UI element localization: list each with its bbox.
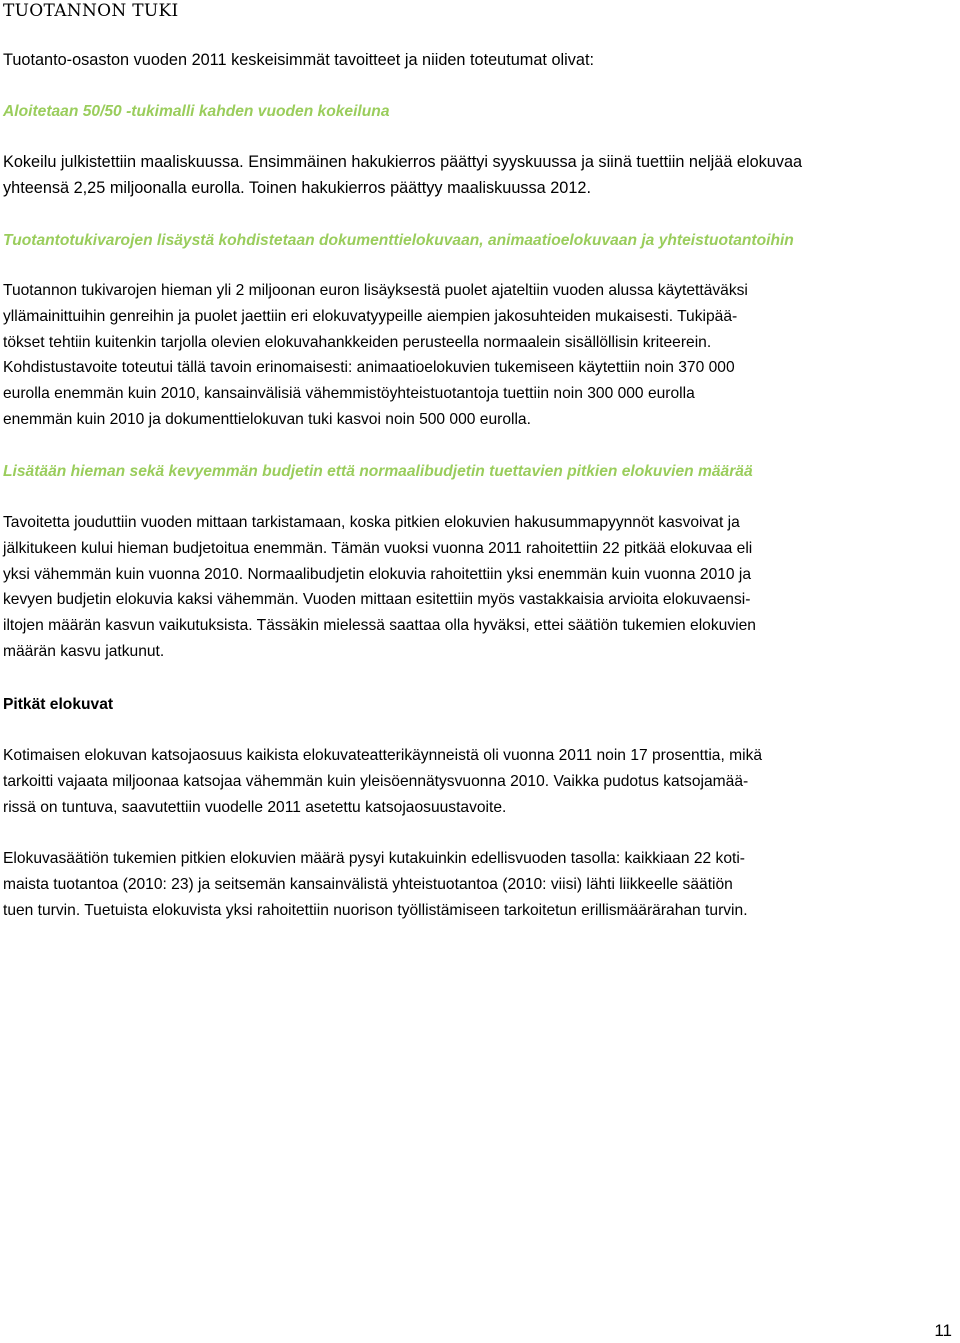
section-paragraph-5050-model bbox=[3, 149, 955, 201]
text-line: tökset tehtiin kuitenkin tarjolla olevien elokuvahankkeiden perusteella normaalein sisällöllisin kriteerein. bbox=[3, 333, 712, 351]
section-heading-feature-films-count: Lisätään hieman sekä kevyemmän budjetin että normaalibudjetin tuettavien pitkien elokuvien määrää bbox=[3, 463, 753, 480]
section-paragraph-feature-films-count bbox=[3, 510, 955, 665]
text-line: enemmän kuin 2010 ja dokumenttielokuvan tuki kasvoi noin 500 000 eurolla. bbox=[3, 410, 531, 428]
text-line: Kotimaisen elokuvan katsojaosuus kaikista elokuvateatterikäynneistä oli vuonna 2011 noin 17 prosenttia, mikä bbox=[3, 747, 763, 764]
section-heading-feature-films: Pitkät elokuvat bbox=[3, 696, 114, 713]
text-line: eurolla enemmän kuin 2010, kansainvälisiä vähemmistöyhteistuotantoja tuettiin noin 300 000 eurolla bbox=[3, 385, 695, 403]
section-paragraph-supported-films bbox=[3, 846, 955, 923]
text-line: Tuotannon tukivarojen hieman yli 2 miljoonan euron lisäyksestä puolet ajateltiin vuoden alussa käytettäväksi bbox=[3, 282, 748, 299]
text-line: rissä on tuntuva, saavutettiin vuodelle 2011 asetettu katsojaosuustavoite. bbox=[3, 798, 507, 816]
page-number: 11 bbox=[934, 1321, 952, 1340]
text-line: Kokeilu julkistettiin maaliskuussa. Ensimmäinen hakukierros päättyi syyskuussa ja siinä tuettiin neljää elokuvaa bbox=[3, 153, 803, 171]
text-line: määrän kasvu jatkunut. bbox=[3, 642, 165, 660]
text-line: jälkitukeen kului hieman budjetoitua enemmän. Tämän vuoksi vuonna 2011 rahoitettiin 22 pitkää elokuvaa eli bbox=[3, 539, 753, 557]
text-line: Tavoitetta jouduttiin vuoden mittaan tarkistamaan, koska pitkien elokuvien hakusummapyynnöt kasvoivat ja bbox=[3, 514, 740, 531]
section-paragraph-audience-share bbox=[3, 743, 955, 820]
text-line: tarkoitti vajaata miljoonaa katsojaa vähemmän kuin yleisöennätysvuonna 2010. Vaikka pudotus katsojamää- bbox=[3, 772, 749, 790]
text-line: kevyen budjetin elokuvia kaksi vähemmän. Vuoden mittaan esitettiin myös vastakkaisia arvioita elokuvaensi- bbox=[3, 591, 751, 609]
page-title: TUOTANNON TUKI bbox=[3, 1, 179, 21]
text-line: maista tuotantoa (2010: 23) ja seitsemän kansainvälistä yhteistuotantoa (2010: viisi) lähti liikkeelle säätiön bbox=[3, 875, 733, 893]
section-heading-funding-increase: Tuotantotukivarojen lisäystä kohdistetaan dokumenttielokuvaan, animaatioelokuvaan ja yhteistuotantoihin bbox=[3, 232, 794, 249]
text-line: tuen turvin. Tuetuista elokuvista yksi rahoitettiin nuorison työllistämiseen tarkoitetun erillismäärärahan turvin. bbox=[3, 901, 748, 919]
text-line: iltojen määrän kasvun vaikutuksista. Tässäkin mielessä saattaa olla hyväksi, ettei säätiön tukemien elokuvien bbox=[3, 617, 756, 635]
section-paragraph-funding-increase bbox=[3, 278, 955, 433]
intro-paragraph: Tuotanto-osaston vuoden 2011 keskeisimmät tavoitteet ja niiden toteutumat olivat: bbox=[3, 51, 594, 69]
text-line: Kohdistustavoite toteutui tällä tavoin erinomaisesti: animaatioelokuvien tukemiseen käytettiin noin 370 000 bbox=[3, 359, 735, 377]
text-line: yhteensä 2,25 miljoonalla eurolla. Toinen hakukierros päättyy maaliskuussa 2012. bbox=[3, 179, 591, 197]
text-line: yllämainittuihin genreihin ja puolet jaettiin eri elokuvatyypeille aiempien jakosuhteiden mukaisesti. Tukipää- bbox=[3, 307, 738, 325]
text-line: Elokuvasäätiön tukemien pitkien elokuvien määrä pysyi kutakuinkin edellisvuoden tasolla: kaikkiaan 22 koti- bbox=[3, 850, 745, 867]
text-line: yksi vähemmän kuin vuonna 2010. Normaalibudjetin elokuvia rahoitettiin yksi enemmän kuin vuonna 2010 ja bbox=[3, 565, 752, 583]
section-heading-5050-model: Aloitetaan 50/50 -tukimalli kahden vuoden kokeiluna bbox=[3, 103, 390, 120]
